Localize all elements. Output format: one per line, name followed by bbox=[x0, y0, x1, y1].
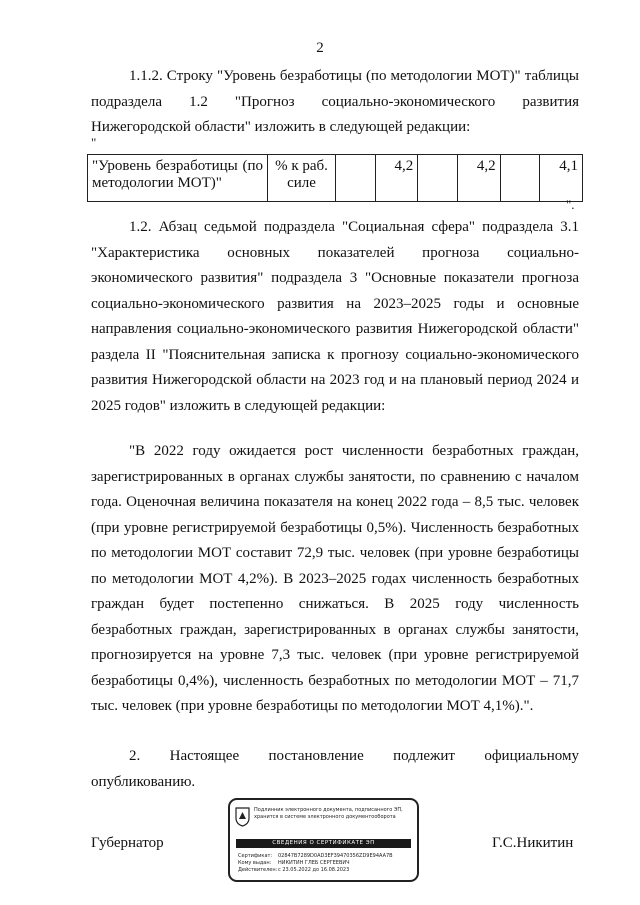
paragraph-2-line-2: опубликованию. bbox=[91, 773, 196, 790]
table-row bbox=[88, 155, 583, 202]
unemployment-table bbox=[87, 154, 583, 202]
table-close-quote: ". bbox=[566, 197, 575, 212]
page-number: 2 bbox=[316, 40, 324, 56]
table-cell-unit: % к раб. силе bbox=[268, 155, 336, 202]
table-cell-value: 4,2 bbox=[375, 155, 418, 202]
signatory-position: Губернатор bbox=[91, 835, 164, 851]
paragraph-2-line-1: 2. Настоящее постановление подлежит официальному bbox=[129, 748, 579, 764]
quoted-paragraph: "В 2022 году ожидается рост численности безработных граждан, зарегистрированных в органах службы занятости, по сравнению с началом года. Оценочная величина показателя на конец 2022 года – 8,5 тыс. человек (при уровне регистрируемой безработицы 0,5%). Численность безработных по методологии МОТ составит 72,9 тыс. человек (при уровне безработицы по методологии МОТ 4,2%). В 2023–2025 годах численность безработных граждан будет постепенно снижаться. В 2025 году численность безработных граждан, зарегистрированных в органах службы занятости, прогнозируется на уровне 7,3 тыс. человек (при уровне регистрируемой безработицы 0,4%), численность безработных по методологии МОТ – 71,7 тыс. человек (при уровне безработицы по методологии МОТ 4,1%).". bbox=[91, 443, 579, 714]
table-cell-value: 4,2 bbox=[458, 155, 501, 202]
signatory-name: Г.С.Никитин bbox=[492, 835, 574, 851]
table-cell bbox=[335, 155, 375, 202]
table-cell-value: 4,1 bbox=[540, 155, 583, 202]
stamp-header: СВЕДЕНИЯ О СЕРТИФИКАТЕ ЭП bbox=[236, 839, 411, 848]
electronic-signature-stamp bbox=[228, 798, 419, 882]
stamp-notice: Подлинник электронного документа, подписанного ЭП, хранится в системе электронного документооборота bbox=[254, 807, 403, 820]
coat-of-arms-icon bbox=[235, 807, 250, 827]
table-cell bbox=[418, 155, 458, 202]
stamp-certificate: Сертификат: 02847B7289D0AD3EF39470356ZD9E94AA7B bbox=[238, 853, 393, 859]
stamp-validity: Действителен:с 23.05.2022 до 16.08.2023 bbox=[238, 867, 350, 873]
paragraph-2 bbox=[91, 744, 579, 795]
table-open-quote: " bbox=[91, 135, 97, 150]
table-cell-indicator: "Уровень безработицы (по методологии МОТ)" bbox=[88, 155, 268, 202]
paragraph-1-1-2: 1.1.2. Строку "Уровень безработицы (по методологии МОТ)" таблицы подраздела 1.2 "Прогноз социально-экономического развития Нижегородской области" изложить в следующей редакции: bbox=[91, 68, 579, 135]
table-cell bbox=[500, 155, 540, 202]
stamp-issued-to: Кому выдан: НИКИТИН ГЛЕБ СЕРГЕЕВИЧ bbox=[238, 860, 350, 866]
paragraph-1-2: 1.2. Абзац седьмой подраздела "Социальная сфера" подраздела 3.1 "Характеристика основных показателей прогноза социально-экономического развития" подраздела 3 "Основные показатели прогноза социально-экономического развития на 2023–2025 годы и основные направления социально-экономического развития Нижегородской области" раздела II "Пояснительная записка к прогнозу социально-экономического развития Нижегородской области на 2023 год и на плановый период 2024 и 2025 годов" изложить в следующей редакции: bbox=[91, 219, 579, 414]
